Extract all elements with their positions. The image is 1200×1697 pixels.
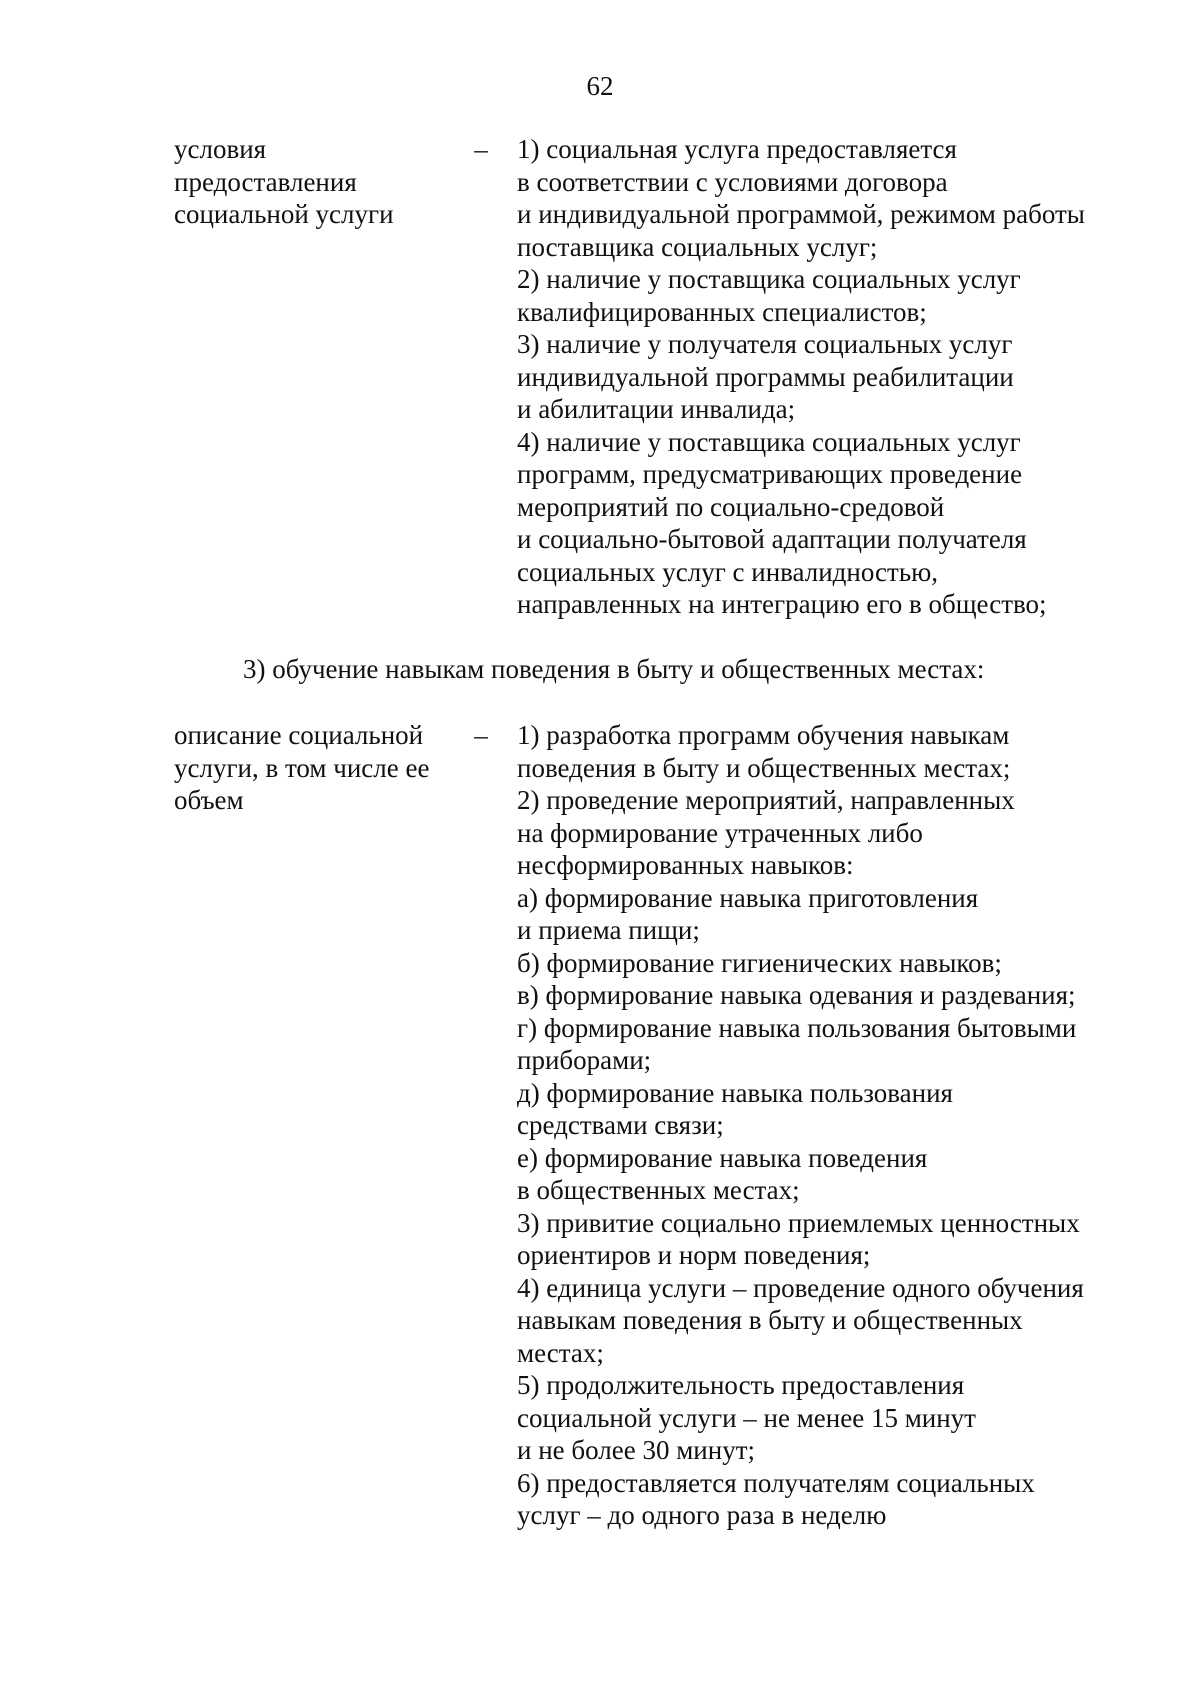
- body-line: 5) продолжительность предоставления: [517, 1370, 965, 1400]
- body-line: индивидуальной программы реабилитации: [517, 361, 1014, 392]
- label-line: условия: [174, 134, 267, 164]
- body-line: социальных услуг с инвалидностью,: [517, 556, 939, 587]
- body-line: несформированных навыков:: [517, 850, 854, 880]
- label-line: социальной услуги: [174, 199, 394, 229]
- body-line: в) формирование навыка одевания и раздевания;: [517, 980, 1076, 1010]
- body-line: и приема пищи;: [517, 915, 700, 945]
- label-line: объем: [174, 785, 244, 815]
- body-line: поставщика социальных услуг;: [517, 231, 878, 262]
- body-line: мероприятий по социально-средовой: [517, 491, 945, 522]
- body-line: 1) социальная услуга предоставляется: [517, 134, 957, 164]
- body-line: 2) проведение мероприятий, направленных: [517, 785, 1015, 815]
- label-line: предоставления: [174, 166, 357, 197]
- body-line: 3) привитие социально приемлемых ценностных: [517, 1207, 1080, 1238]
- body-line: 3) наличие у получателя социальных услуг: [517, 329, 1013, 359]
- entry-dash: –: [474, 720, 488, 750]
- body-line: 4) наличие у поставщика социальных услуг: [517, 426, 1021, 457]
- body-line: г) формирование навыка пользования бытовыми: [517, 1012, 1077, 1043]
- body-line: услуг – до одного раза в неделю: [517, 1500, 887, 1530]
- label-line: услуги, в том числе ее: [174, 752, 430, 783]
- body-line: б) формирование гигиенических навыков;: [517, 947, 1002, 978]
- entry-body: [517, 719, 1137, 1532]
- body-line: поведения в быту и общественных местах;: [517, 752, 1011, 783]
- body-line: средствами связи;: [517, 1110, 724, 1140]
- body-line: 6) предоставляется получателям социальных: [517, 1467, 1035, 1498]
- body-line: и социально-бытовой адаптации получателя: [517, 524, 1027, 554]
- body-line: д) формирование навыка пользования: [517, 1077, 953, 1108]
- body-line: навыкам поведения в быту и общественных: [517, 1305, 1023, 1335]
- body-line: в общественных местах;: [517, 1175, 800, 1205]
- body-line: ориентиров и норм поведения;: [517, 1240, 871, 1270]
- entry-dash: –: [474, 134, 488, 164]
- body-line: 2) наличие у поставщика социальных услуг: [517, 264, 1021, 294]
- body-line: е) формирование навыка поведения: [517, 1142, 928, 1173]
- body-line: социальной услуги – не менее 15 минут: [517, 1402, 976, 1433]
- body-line: 1) разработка программ обучения навыкам: [517, 720, 1010, 750]
- body-line: на формирование утраченных либо: [517, 817, 923, 848]
- body-line: квалифицированных специалистов;: [517, 296, 927, 327]
- label-line: описание социальной: [174, 720, 424, 750]
- section-heading: 3) обучение навыкам поведения в быту и общественных местах:: [243, 654, 985, 684]
- body-line: и абилитации инвалида;: [517, 394, 796, 424]
- body-line: а) формирование навыка приготовления: [517, 882, 979, 913]
- body-line: в соответствии с условиями договора: [517, 166, 948, 197]
- body-line: программ, предусматривающих проведение: [517, 459, 1023, 489]
- body-line: и индивидуальной программой, режимом работы: [517, 199, 1085, 229]
- entry-label: [174, 719, 474, 817]
- body-line: и не более 30 минут;: [517, 1435, 755, 1465]
- body-line: приборами;: [517, 1045, 652, 1075]
- page-number: 62: [586, 71, 614, 101]
- entry-label: [174, 133, 474, 231]
- entry-body: [517, 133, 1137, 621]
- body-line: местах;: [517, 1337, 604, 1368]
- body-line: 4) единица услуги – проведение одного обучения: [517, 1272, 1084, 1303]
- body-line: направленных на интеграцию его в общество;: [517, 589, 1047, 619]
